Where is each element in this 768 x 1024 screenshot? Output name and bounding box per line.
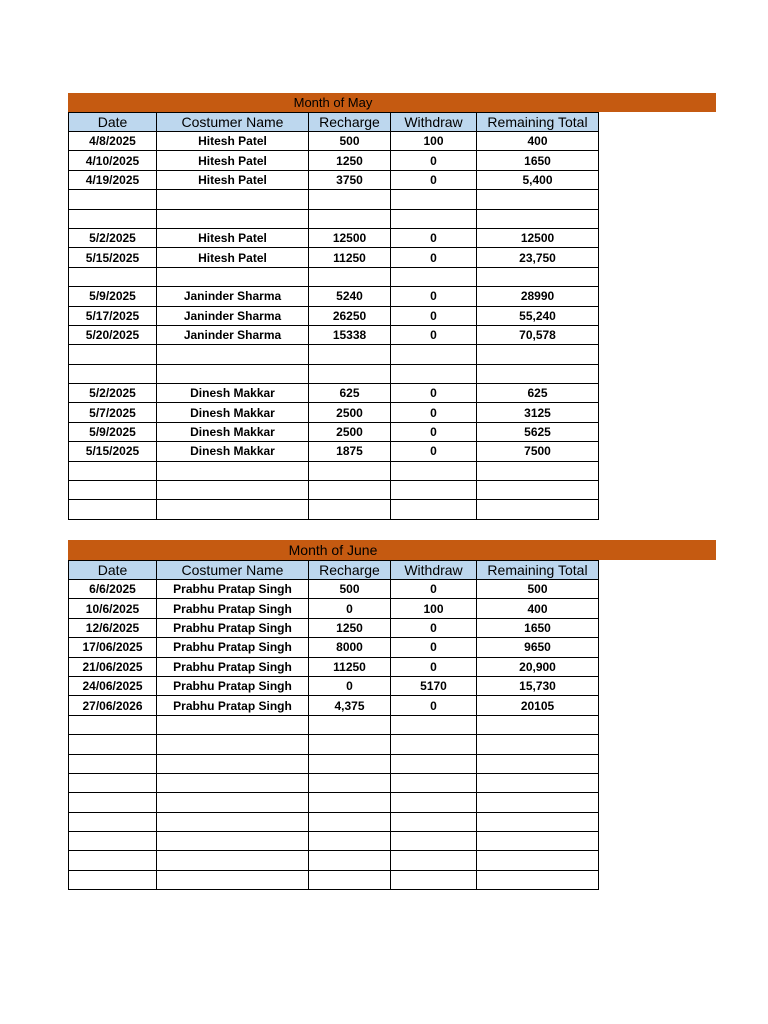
withdraw-cell: 0 xyxy=(391,657,477,676)
remaining-total-cell: 20105 xyxy=(477,696,599,715)
recharge-cell xyxy=(309,345,391,364)
date-cell: 12/6/2025 xyxy=(69,618,157,637)
customer-name-cell: Prabhu Pratap Singh xyxy=(157,696,309,715)
recharge-cell: 0 xyxy=(309,599,391,618)
withdraw-cell: 0 xyxy=(391,403,477,422)
customer-name-cell: Prabhu Pratap Singh xyxy=(157,580,309,599)
recharge-cell xyxy=(309,190,391,209)
date-cell xyxy=(69,812,157,831)
date-cell: 10/6/2025 xyxy=(69,599,157,618)
date-cell: 5/9/2025 xyxy=(69,287,157,306)
remaining-total-cell: 625 xyxy=(477,384,599,403)
remaining-total-cell xyxy=(477,735,599,754)
customer-name-cell: Janinder Sharma xyxy=(157,287,309,306)
column-header-date: Date xyxy=(69,113,157,132)
customer-name-cell: Hitesh Patel xyxy=(157,151,309,170)
withdraw-cell: 0 xyxy=(391,248,477,267)
withdraw-cell: 0 xyxy=(391,442,477,461)
table-row xyxy=(69,618,599,637)
column-header-recharge: Recharge xyxy=(309,113,391,132)
column-header-remaining-total: Remaining Total xyxy=(477,113,599,132)
date-cell: 4/10/2025 xyxy=(69,151,157,170)
remaining-total-cell xyxy=(477,793,599,812)
date-cell xyxy=(69,851,157,870)
recharge-cell: 11250 xyxy=(309,248,391,267)
remaining-total-cell xyxy=(477,190,599,209)
withdraw-cell xyxy=(391,190,477,209)
customer-name-cell: Hitesh Patel xyxy=(157,228,309,247)
date-cell xyxy=(69,870,157,889)
table-row xyxy=(69,657,599,676)
table-row xyxy=(69,461,599,480)
withdraw-cell: 0 xyxy=(391,325,477,344)
column-header-recharge: Recharge xyxy=(309,561,391,580)
column-header-withdraw: Withdraw xyxy=(391,561,477,580)
column-header-date: Date xyxy=(69,561,157,580)
withdraw-cell: 0 xyxy=(391,638,477,657)
withdraw-cell xyxy=(391,481,477,500)
customer-name-cell xyxy=(157,715,309,734)
column-header-remaining-total: Remaining Total xyxy=(477,561,599,580)
table-row xyxy=(69,851,599,870)
recharge-cell: 1875 xyxy=(309,442,391,461)
customer-name-cell: Dinesh Makkar xyxy=(157,384,309,403)
date-cell: 5/2/2025 xyxy=(69,228,157,247)
table-row xyxy=(69,170,599,189)
withdraw-cell xyxy=(391,870,477,889)
recharge-cell xyxy=(309,870,391,889)
remaining-total-cell: 5625 xyxy=(477,422,599,441)
remaining-total-cell: 70,578 xyxy=(477,325,599,344)
remaining-total-cell xyxy=(477,754,599,773)
withdraw-cell: 0 xyxy=(391,287,477,306)
date-cell: 4/19/2025 xyxy=(69,170,157,189)
customer-name-cell xyxy=(157,364,309,383)
remaining-total-cell: 23,750 xyxy=(477,248,599,267)
withdraw-cell xyxy=(391,793,477,812)
june-title-band xyxy=(68,540,716,560)
recharge-cell xyxy=(309,715,391,734)
customer-name-cell: Janinder Sharma xyxy=(157,306,309,325)
recharge-cell xyxy=(309,773,391,792)
withdraw-cell xyxy=(391,209,477,228)
customer-name-cell xyxy=(157,345,309,364)
customer-name-cell: Dinesh Makkar xyxy=(157,442,309,461)
date-cell xyxy=(69,793,157,812)
withdraw-cell xyxy=(391,461,477,480)
june-table-body xyxy=(69,580,599,890)
date-cell xyxy=(69,715,157,734)
date-cell xyxy=(69,500,157,519)
recharge-cell: 4,375 xyxy=(309,696,391,715)
recharge-cell: 0 xyxy=(309,676,391,695)
withdraw-cell: 0 xyxy=(391,696,477,715)
remaining-total-cell xyxy=(477,345,599,364)
remaining-total-cell xyxy=(477,812,599,831)
withdraw-cell: 0 xyxy=(391,228,477,247)
table-row xyxy=(69,287,599,306)
withdraw-cell: 0 xyxy=(391,422,477,441)
customer-name-cell xyxy=(157,209,309,228)
remaining-total-cell: 1650 xyxy=(477,618,599,637)
remaining-total-cell: 400 xyxy=(477,132,599,151)
customer-name-cell xyxy=(157,481,309,500)
withdraw-cell xyxy=(391,754,477,773)
withdraw-cell xyxy=(391,345,477,364)
table-row xyxy=(69,580,599,599)
table-row xyxy=(69,151,599,170)
withdraw-cell: 0 xyxy=(391,306,477,325)
date-cell: 17/06/2025 xyxy=(69,638,157,657)
table-row xyxy=(69,812,599,831)
customer-name-cell: Prabhu Pratap Singh xyxy=(157,638,309,657)
customer-name-cell: Prabhu Pratap Singh xyxy=(157,618,309,637)
remaining-total-cell xyxy=(477,500,599,519)
date-cell xyxy=(69,267,157,286)
table-row xyxy=(69,696,599,715)
recharge-cell: 3750 xyxy=(309,170,391,189)
date-cell xyxy=(69,190,157,209)
date-cell: 5/17/2025 xyxy=(69,306,157,325)
customer-name-cell: Hitesh Patel xyxy=(157,170,309,189)
recharge-cell: 2500 xyxy=(309,422,391,441)
date-cell: 5/15/2025 xyxy=(69,442,157,461)
remaining-total-cell: 3125 xyxy=(477,403,599,422)
remaining-total-cell xyxy=(477,481,599,500)
withdraw-cell xyxy=(391,267,477,286)
customer-name-cell: Dinesh Makkar xyxy=(157,422,309,441)
table-row xyxy=(69,599,599,618)
date-cell xyxy=(69,461,157,480)
withdraw-cell: 0 xyxy=(391,580,477,599)
recharge-cell: 12500 xyxy=(309,228,391,247)
remaining-total-cell: 5,400 xyxy=(477,170,599,189)
table-row xyxy=(69,481,599,500)
remaining-total-cell: 55,240 xyxy=(477,306,599,325)
recharge-cell: 500 xyxy=(309,580,391,599)
withdraw-cell xyxy=(391,364,477,383)
table-row xyxy=(69,715,599,734)
withdraw-cell xyxy=(391,773,477,792)
withdraw-cell: 100 xyxy=(391,132,477,151)
date-cell xyxy=(69,832,157,851)
date-cell: 5/2/2025 xyxy=(69,384,157,403)
date-cell: 5/15/2025 xyxy=(69,248,157,267)
customer-name-cell xyxy=(157,754,309,773)
recharge-cell: 625 xyxy=(309,384,391,403)
recharge-cell xyxy=(309,812,391,831)
recharge-cell: 26250 xyxy=(309,306,391,325)
date-cell xyxy=(69,364,157,383)
table-row xyxy=(69,190,599,209)
date-cell: 6/6/2025 xyxy=(69,580,157,599)
remaining-total-cell xyxy=(477,851,599,870)
date-cell: 5/20/2025 xyxy=(69,325,157,344)
recharge-cell xyxy=(309,267,391,286)
recharge-cell xyxy=(309,793,391,812)
table-row xyxy=(69,132,599,151)
remaining-total-cell xyxy=(477,364,599,383)
customer-name-cell xyxy=(157,812,309,831)
date-cell xyxy=(69,773,157,792)
date-cell: 5/7/2025 xyxy=(69,403,157,422)
customer-name-cell xyxy=(157,500,309,519)
june-title: Month of June xyxy=(288,542,378,558)
withdraw-cell xyxy=(391,715,477,734)
table-row xyxy=(69,754,599,773)
customer-name-cell xyxy=(157,773,309,792)
recharge-cell xyxy=(309,735,391,754)
recharge-cell xyxy=(309,209,391,228)
date-cell: 5/9/2025 xyxy=(69,422,157,441)
recharge-cell: 2500 xyxy=(309,403,391,422)
remaining-total-cell: 28990 xyxy=(477,287,599,306)
withdraw-cell: 100 xyxy=(391,599,477,618)
may-title-band xyxy=(68,93,716,112)
recharge-cell: 15338 xyxy=(309,325,391,344)
customer-name-cell xyxy=(157,267,309,286)
customer-name-cell xyxy=(157,735,309,754)
recharge-cell xyxy=(309,851,391,870)
recharge-cell: 500 xyxy=(309,132,391,151)
table-row xyxy=(69,364,599,383)
date-cell: 4/8/2025 xyxy=(69,132,157,151)
withdraw-cell xyxy=(391,832,477,851)
remaining-total-cell xyxy=(477,773,599,792)
customer-name-cell xyxy=(157,870,309,889)
remaining-total-cell xyxy=(477,715,599,734)
table-row xyxy=(69,403,599,422)
recharge-cell xyxy=(309,500,391,519)
withdraw-cell: 0 xyxy=(391,384,477,403)
table-row xyxy=(69,442,599,461)
remaining-total-cell xyxy=(477,461,599,480)
table-row xyxy=(69,384,599,403)
may-title: Month of May xyxy=(293,95,373,110)
table-row xyxy=(69,773,599,792)
customer-name-cell xyxy=(157,190,309,209)
column-header-withdraw: Withdraw xyxy=(391,113,477,132)
recharge-cell: 5240 xyxy=(309,287,391,306)
date-cell xyxy=(69,345,157,364)
customer-name-cell xyxy=(157,793,309,812)
withdraw-cell: 0 xyxy=(391,151,477,170)
remaining-total-cell: 1650 xyxy=(477,151,599,170)
table-row xyxy=(69,267,599,286)
withdraw-cell: 0 xyxy=(391,618,477,637)
table-row xyxy=(69,228,599,247)
may-table-body xyxy=(69,132,599,520)
table-row xyxy=(69,345,599,364)
remaining-total-cell xyxy=(477,209,599,228)
recharge-cell xyxy=(309,832,391,851)
withdraw-cell xyxy=(391,735,477,754)
recharge-cell: 11250 xyxy=(309,657,391,676)
remaining-total-cell xyxy=(477,832,599,851)
customer-name-cell: Prabhu Pratap Singh xyxy=(157,599,309,618)
table-row xyxy=(69,735,599,754)
june-ledger-table xyxy=(68,560,599,890)
remaining-total-cell xyxy=(477,267,599,286)
table-row xyxy=(69,638,599,657)
customer-name-cell xyxy=(157,461,309,480)
table-row xyxy=(69,870,599,889)
table-row xyxy=(69,793,599,812)
customer-name-cell: Hitesh Patel xyxy=(157,132,309,151)
remaining-total-cell: 9650 xyxy=(477,638,599,657)
table-row xyxy=(69,422,599,441)
table-row xyxy=(69,832,599,851)
remaining-total-cell: 15,730 xyxy=(477,676,599,695)
withdraw-cell: 5170 xyxy=(391,676,477,695)
recharge-cell: 1250 xyxy=(309,151,391,170)
date-cell: 24/06/2025 xyxy=(69,676,157,695)
table-row xyxy=(69,248,599,267)
date-cell xyxy=(69,209,157,228)
remaining-total-cell xyxy=(477,870,599,889)
customer-name-cell xyxy=(157,832,309,851)
remaining-total-cell: 12500 xyxy=(477,228,599,247)
recharge-cell: 8000 xyxy=(309,638,391,657)
remaining-total-cell: 400 xyxy=(477,599,599,618)
withdraw-cell xyxy=(391,851,477,870)
date-cell xyxy=(69,735,157,754)
remaining-total-cell: 500 xyxy=(477,580,599,599)
customer-name-cell: Prabhu Pratap Singh xyxy=(157,676,309,695)
customer-name-cell: Prabhu Pratap Singh xyxy=(157,657,309,676)
withdraw-cell xyxy=(391,500,477,519)
table-row xyxy=(69,676,599,695)
table-row xyxy=(69,325,599,344)
table-row xyxy=(69,306,599,325)
customer-name-cell: Dinesh Makkar xyxy=(157,403,309,422)
recharge-cell: 1250 xyxy=(309,618,391,637)
date-cell xyxy=(69,481,157,500)
header-row xyxy=(69,561,599,580)
may-ledger-table xyxy=(68,112,599,520)
customer-name-cell: Hitesh Patel xyxy=(157,248,309,267)
header-row xyxy=(69,113,599,132)
customer-name-cell xyxy=(157,851,309,870)
remaining-total-cell: 7500 xyxy=(477,442,599,461)
remaining-total-cell: 20,900 xyxy=(477,657,599,676)
recharge-cell xyxy=(309,364,391,383)
table-row xyxy=(69,209,599,228)
customer-name-cell: Janinder Sharma xyxy=(157,325,309,344)
column-header-customer-name: Costumer Name xyxy=(157,113,309,132)
withdraw-cell xyxy=(391,812,477,831)
recharge-cell xyxy=(309,754,391,773)
date-cell: 27/06/2026 xyxy=(69,696,157,715)
date-cell xyxy=(69,754,157,773)
column-header-customer-name: Costumer Name xyxy=(157,561,309,580)
recharge-cell xyxy=(309,461,391,480)
table-row xyxy=(69,500,599,519)
recharge-cell xyxy=(309,481,391,500)
date-cell: 21/06/2025 xyxy=(69,657,157,676)
withdraw-cell: 0 xyxy=(391,170,477,189)
